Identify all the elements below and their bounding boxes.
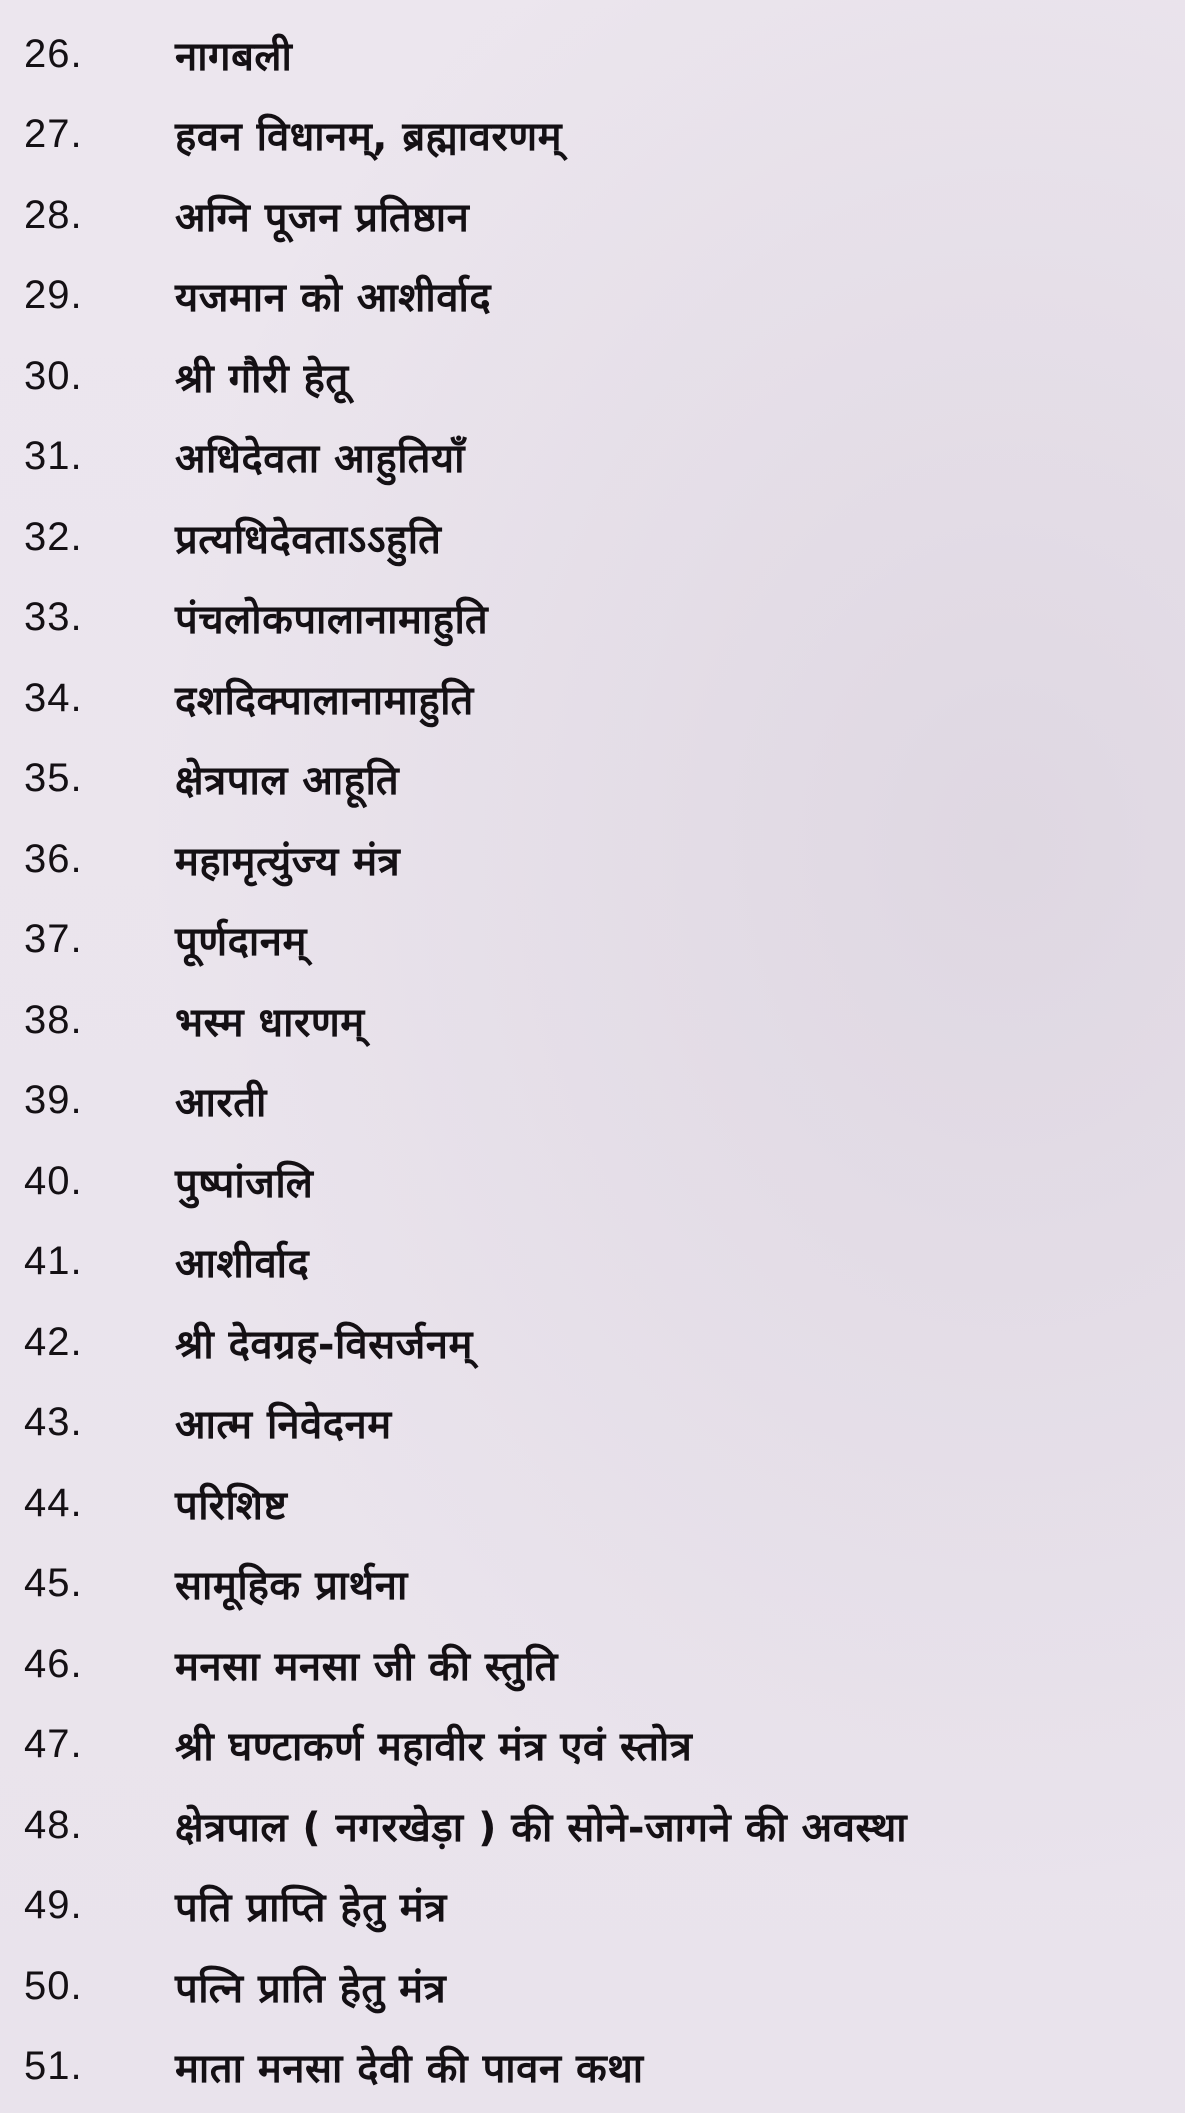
entry-number: 36. xyxy=(24,836,83,881)
list-item xyxy=(0,739,1185,820)
entry-title: अग्नि पूजन प्रतिष्ठान xyxy=(175,194,470,241)
entry-title: क्षेत्रपाल ( नगरखेड़ा ) की सोने-जागने की अवस्था xyxy=(175,1804,908,1851)
entry-number: 48. xyxy=(24,1802,83,1847)
entry-title: हवन विधानम्, ब्रह्मावरणम् xyxy=(175,114,563,161)
list-item xyxy=(0,1785,1185,1866)
entry-title: नागबली xyxy=(175,33,293,80)
entry-title: पत्नि प्राति हेतु मंत्र xyxy=(175,1965,447,2012)
entry-title: पंचलोकपालानामाहुति xyxy=(175,597,489,644)
entry-number: 37. xyxy=(24,917,83,962)
entry-title: प्रत्यधिदेवताऽऽहुति xyxy=(175,516,442,563)
entry-title: महामृत्युंज्य मंत्र xyxy=(175,838,401,885)
entry-title: माता मनसा देवी की पावन कथा xyxy=(175,2046,644,2093)
entry-title: आरती xyxy=(175,1080,267,1127)
list-item xyxy=(0,95,1185,176)
list-item xyxy=(0,658,1185,739)
entry-number: 27. xyxy=(24,112,83,157)
entry-title: अधिदेवता आहुतियाँ xyxy=(175,436,465,483)
entry-number: 34. xyxy=(24,675,83,720)
entry-number: 51. xyxy=(24,2044,83,2089)
entry-title: पुष्पांजलि xyxy=(175,1160,314,1207)
list-item xyxy=(0,1061,1185,1142)
list-item xyxy=(0,2027,1185,2108)
list-item xyxy=(0,1624,1185,1705)
entry-number: 42. xyxy=(24,1319,83,1364)
list-item xyxy=(0,497,1185,578)
list-item xyxy=(0,1705,1185,1786)
entry-title: श्री गौरी हेतू xyxy=(175,355,349,402)
entry-number: 39. xyxy=(24,1078,83,1123)
list-item xyxy=(0,1222,1185,1303)
entry-title: परिशिष्ट xyxy=(175,1482,288,1529)
entry-title: मनसा मनसा जी की स्तुति xyxy=(175,1643,558,1690)
entry-title: आत्म निवेदनम xyxy=(175,1402,392,1449)
entry-title: सामूहिक प्रार्थना xyxy=(175,1563,408,1610)
entry-number: 30. xyxy=(24,353,83,398)
entry-number: 31. xyxy=(24,434,83,479)
list-item xyxy=(0,256,1185,337)
list-item xyxy=(0,14,1185,95)
list-item xyxy=(0,417,1185,498)
list-item xyxy=(0,1302,1185,1383)
entry-title: आशीर्वाद xyxy=(175,1241,310,1288)
list-item xyxy=(0,1866,1185,1947)
entry-title: दशदिक्पालानामाहुति xyxy=(175,677,474,724)
entry-number: 26. xyxy=(24,31,83,76)
entry-number: 35. xyxy=(24,756,83,801)
entry-number: 50. xyxy=(24,1963,83,2008)
list-item xyxy=(0,980,1185,1061)
entry-title: भस्म धारणम् xyxy=(175,999,365,1046)
entry-number: 33. xyxy=(24,595,83,640)
entry-title: क्षेत्रपाल आहूति xyxy=(175,758,400,805)
entry-title: पूर्णदानम् xyxy=(175,919,307,966)
entry-number: 43. xyxy=(24,1400,83,1445)
list-item xyxy=(0,900,1185,981)
entry-number: 28. xyxy=(24,192,83,237)
entry-number: 46. xyxy=(24,1641,83,1686)
list-item xyxy=(0,175,1185,256)
list-item xyxy=(0,1544,1185,1625)
entry-number: 38. xyxy=(24,997,83,1042)
list-item xyxy=(0,1463,1185,1544)
entry-title: पति प्राप्ति हेतु मंत्र xyxy=(175,1885,447,1932)
list-item xyxy=(0,1946,1185,2027)
list-item xyxy=(0,578,1185,659)
entry-number: 44. xyxy=(24,1480,83,1525)
list-item xyxy=(0,819,1185,900)
entry-number: 29. xyxy=(24,273,83,318)
entry-number: 47. xyxy=(24,1722,83,1767)
list-item xyxy=(0,1383,1185,1464)
entry-title: श्री घण्टाकर्ण महावीर मंत्र एवं स्तोत्र xyxy=(175,1724,693,1771)
entry-title: श्री देवग्रह-विसर्जनम् xyxy=(175,1321,473,1368)
entry-number: 41. xyxy=(24,1239,83,1284)
list-item xyxy=(0,1141,1185,1222)
entry-number: 40. xyxy=(24,1158,83,1203)
entry-number: 49. xyxy=(24,1883,83,1928)
list-item xyxy=(0,336,1185,417)
entry-number: 32. xyxy=(24,514,83,559)
table-of-contents xyxy=(0,14,1185,2107)
entry-number: 45. xyxy=(24,1561,83,1606)
entry-title: यजमान को आशीर्वाद xyxy=(175,275,492,322)
